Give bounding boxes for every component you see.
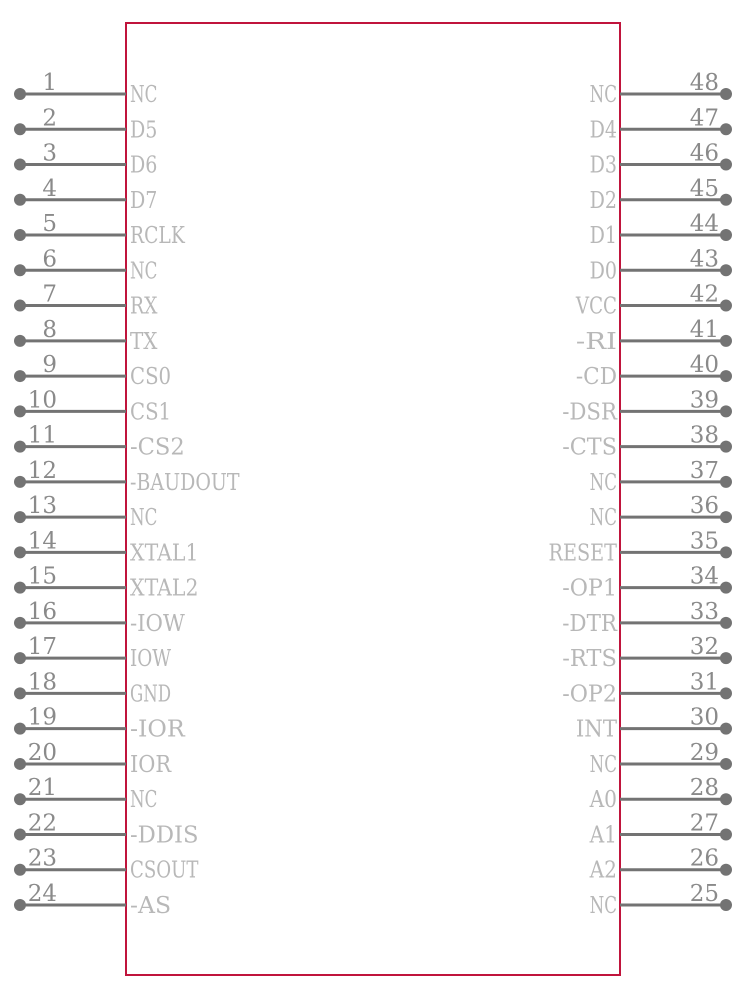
left-pin [14, 669, 171, 707]
pin-name-label: -DDIS [130, 822, 199, 849]
pin-number: 19 [27, 704, 57, 731]
pin-endpoint[interactable] [14, 229, 26, 241]
pin-name-label: XTAL2 [130, 575, 199, 602]
right-pin [562, 669, 732, 707]
right-pin [576, 317, 732, 355]
pin-number: 35 [689, 528, 719, 555]
pin-name-label: D3 [589, 152, 617, 179]
pin-name-label: GND [130, 681, 172, 708]
pin-number: 31 [689, 669, 719, 696]
pin-number: 25 [689, 880, 719, 907]
right-pin [590, 105, 732, 143]
pin-endpoint[interactable] [14, 441, 26, 453]
pin-number: 43 [689, 246, 719, 273]
right-pin [590, 740, 732, 778]
pin-name-label: RX [130, 293, 158, 320]
pin-number: 41 [689, 316, 719, 343]
pin-number: 15 [27, 563, 57, 590]
pin-number: 42 [689, 281, 719, 308]
left-pin [14, 775, 157, 813]
pin-endpoint[interactable] [14, 758, 26, 770]
right-pin [575, 282, 732, 320]
pin-number: 12 [27, 457, 57, 484]
pin-name-label: A0 [588, 787, 617, 814]
pin-number: 3 [42, 140, 57, 167]
pin-endpoint[interactable] [720, 335, 732, 347]
pin-number: 18 [27, 669, 57, 696]
pin-endpoint[interactable] [14, 687, 26, 699]
left-pin [14, 317, 158, 355]
left-pin-group [14, 70, 240, 919]
right-pin [590, 211, 732, 249]
pin-name-label: NC [589, 751, 617, 778]
pin-number: 33 [689, 598, 719, 625]
pin-name-label: -IOW [130, 610, 186, 637]
left-pin [14, 211, 185, 249]
pin-name-label: NC [589, 892, 617, 919]
pin-number: 24 [27, 880, 57, 907]
pin-name-label: CS0 [130, 364, 172, 391]
pin-name-label: -RTS [562, 646, 617, 673]
pin-number: 48 [689, 70, 719, 96]
pin-endpoint[interactable] [720, 264, 732, 276]
pin-name-label: A2 [588, 857, 617, 884]
pin-number: 23 [27, 845, 57, 872]
pin-endpoint[interactable] [14, 335, 26, 347]
right-pin [562, 599, 732, 637]
pin-name-label: CS1 [130, 399, 172, 426]
pin-name-label: NC [130, 505, 158, 532]
pin-name-label: NC [130, 258, 158, 285]
pin-endpoint[interactable] [14, 793, 26, 805]
right-pin [562, 634, 732, 672]
pin-name-label: RESET [548, 540, 618, 567]
pin-endpoint[interactable] [14, 264, 26, 276]
pin-endpoint[interactable] [720, 723, 732, 735]
ic-body [126, 23, 620, 975]
pin-endpoint[interactable] [14, 511, 26, 523]
right-pin [590, 176, 732, 214]
pin-name-label: RCLK [130, 223, 186, 250]
pin-endpoint[interactable] [720, 229, 732, 241]
pin-name-label: A1 [588, 822, 617, 849]
pin-endpoint[interactable] [720, 370, 732, 382]
pin-number: 21 [27, 775, 57, 802]
left-pin [14, 740, 172, 778]
pin-endpoint[interactable] [720, 652, 732, 664]
pin-endpoint[interactable] [14, 88, 26, 100]
pin-endpoint[interactable] [14, 582, 26, 594]
pin-endpoint[interactable] [720, 300, 732, 312]
right-pin [589, 775, 732, 813]
pin-number: 26 [689, 845, 719, 872]
pin-name-label: -OP1 [562, 575, 617, 602]
pin-endpoint[interactable] [14, 546, 26, 558]
pin-number: 32 [689, 634, 719, 661]
pin-name-label: -DTR [562, 610, 618, 637]
pin-number: 14 [27, 528, 57, 555]
pin-endpoint[interactable] [14, 617, 26, 629]
pin-endpoint[interactable] [720, 123, 732, 135]
left-pin [14, 176, 157, 214]
pin-name-label: D2 [589, 187, 617, 214]
pin-number: 1 [42, 70, 57, 96]
pin-endpoint[interactable] [720, 159, 732, 171]
pin-name-label: D1 [589, 223, 617, 250]
right-pin [576, 352, 732, 390]
left-pin [14, 458, 240, 496]
pin-endpoint[interactable] [14, 476, 26, 488]
pin-name-label: D6 [130, 152, 158, 179]
left-pin [14, 423, 185, 461]
right-pin [590, 70, 732, 108]
right-pin [562, 387, 732, 425]
pin-endpoint[interactable] [720, 793, 732, 805]
pin-endpoint[interactable] [720, 441, 732, 453]
pin-number: 34 [689, 563, 719, 590]
pin-name-label: -CD [575, 364, 617, 391]
pin-number: 8 [42, 316, 57, 343]
pin-name-label: D4 [589, 117, 617, 144]
left-pin [14, 634, 171, 672]
pin-number: 2 [42, 105, 57, 132]
pin-name-label: VCC [575, 293, 617, 320]
pin-name-label: TX [130, 328, 158, 355]
pin-name-label: XTAL1 [130, 540, 199, 567]
right-pin [589, 810, 732, 848]
pin-number: 20 [27, 739, 57, 766]
pin-endpoint[interactable] [720, 476, 732, 488]
pin-name-label: NC [589, 505, 617, 532]
pin-endpoint[interactable] [14, 123, 26, 135]
pin-endpoint[interactable] [720, 546, 732, 558]
right-pin [562, 564, 732, 602]
pin-number: 7 [42, 281, 57, 308]
pin-name-label: NC [130, 82, 158, 108]
right-pin [590, 246, 732, 284]
pin-endpoint[interactable] [720, 864, 732, 876]
right-pin [590, 458, 732, 496]
pin-name-label: IOR [130, 751, 172, 778]
pin-number: 6 [42, 246, 57, 273]
right-pin [590, 141, 732, 179]
left-pin [14, 282, 158, 320]
left-pin [14, 105, 157, 143]
pin-number: 45 [689, 175, 719, 202]
left-pin [14, 881, 171, 919]
left-pin [14, 810, 199, 848]
pin-name-label: -OP2 [562, 681, 617, 708]
right-pin [590, 493, 732, 531]
pin-name-label: -IOR [130, 716, 186, 743]
pin-endpoint[interactable] [14, 370, 26, 382]
right-pin [549, 528, 733, 566]
pin-number: 28 [689, 775, 719, 802]
left-pin [14, 352, 171, 390]
left-pin [14, 564, 199, 602]
pin-endpoint[interactable] [14, 899, 26, 911]
right-pin [576, 705, 732, 743]
left-pin [14, 246, 157, 284]
pin-number: 39 [689, 387, 719, 414]
left-pin [14, 846, 199, 884]
left-pin [14, 70, 157, 108]
left-pin [14, 599, 185, 637]
pin-name-label: CSOUT [130, 857, 200, 884]
pin-name-label: IOW [130, 646, 172, 673]
pin-endpoint[interactable] [720, 687, 732, 699]
pin-endpoint[interactable] [720, 828, 732, 840]
pin-number: 36 [689, 493, 719, 520]
pin-number: 27 [689, 810, 719, 837]
left-pin [14, 387, 171, 425]
pin-number: 16 [27, 598, 57, 625]
pin-number: 17 [27, 634, 57, 661]
pin-number: 37 [689, 457, 719, 484]
pin-number: 46 [689, 140, 719, 167]
left-pin [14, 705, 186, 743]
pin-endpoint[interactable] [14, 723, 26, 735]
pin-name-label: NC [589, 82, 617, 108]
pin-endpoint[interactable] [14, 864, 26, 876]
left-pin [14, 493, 157, 531]
pin-endpoint[interactable] [14, 159, 26, 171]
pin-number: 38 [689, 422, 719, 449]
pin-name-label: D5 [130, 117, 158, 144]
pin-name-label: D0 [589, 258, 617, 285]
pin-number: 11 [27, 422, 57, 449]
pin-endpoint[interactable] [14, 300, 26, 312]
pin-endpoint[interactable] [14, 194, 26, 206]
pin-name-label: INT [575, 716, 618, 743]
pin-endpoint[interactable] [720, 405, 732, 417]
right-pin [562, 423, 732, 461]
pin-number: 30 [689, 704, 719, 731]
pin-endpoint[interactable] [720, 582, 732, 594]
pin-endpoint[interactable] [720, 758, 732, 770]
pin-name-label: -CS2 [130, 434, 185, 461]
pin-number: 22 [27, 810, 57, 837]
right-pin [589, 846, 732, 884]
pin-endpoint[interactable] [720, 88, 732, 100]
pin-endpoint[interactable] [14, 405, 26, 417]
pin-number: 5 [42, 211, 57, 238]
pin-number: 13 [27, 493, 57, 520]
left-pin [14, 528, 199, 566]
right-pin [590, 881, 732, 919]
pin-name-label: -AS [130, 892, 172, 919]
pin-number: 29 [689, 739, 719, 766]
left-pin [14, 141, 157, 179]
pin-endpoint[interactable] [14, 652, 26, 664]
pin-number: 10 [27, 387, 57, 414]
pin-endpoint[interactable] [720, 194, 732, 206]
pin-endpoint[interactable] [720, 617, 732, 629]
pin-number: 47 [689, 105, 719, 132]
pin-name-label: D7 [130, 187, 158, 214]
pin-name-label: -CTS [562, 434, 617, 461]
right-pin-group [549, 70, 733, 919]
pin-number: 4 [42, 175, 57, 202]
pin-number: 40 [689, 352, 719, 379]
pin-endpoint[interactable] [720, 899, 732, 911]
pin-name-label: NC [130, 787, 158, 814]
pin-name-label: -BAUDOUT [130, 469, 241, 496]
pin-number: 44 [689, 211, 719, 238]
pin-endpoint[interactable] [720, 511, 732, 523]
pin-name-label: -DSR [562, 399, 618, 426]
pin-name-label: -RI [575, 328, 617, 355]
pin-endpoint[interactable] [14, 828, 26, 840]
pin-number: 9 [42, 352, 57, 379]
pin-name-label: NC [589, 469, 617, 496]
